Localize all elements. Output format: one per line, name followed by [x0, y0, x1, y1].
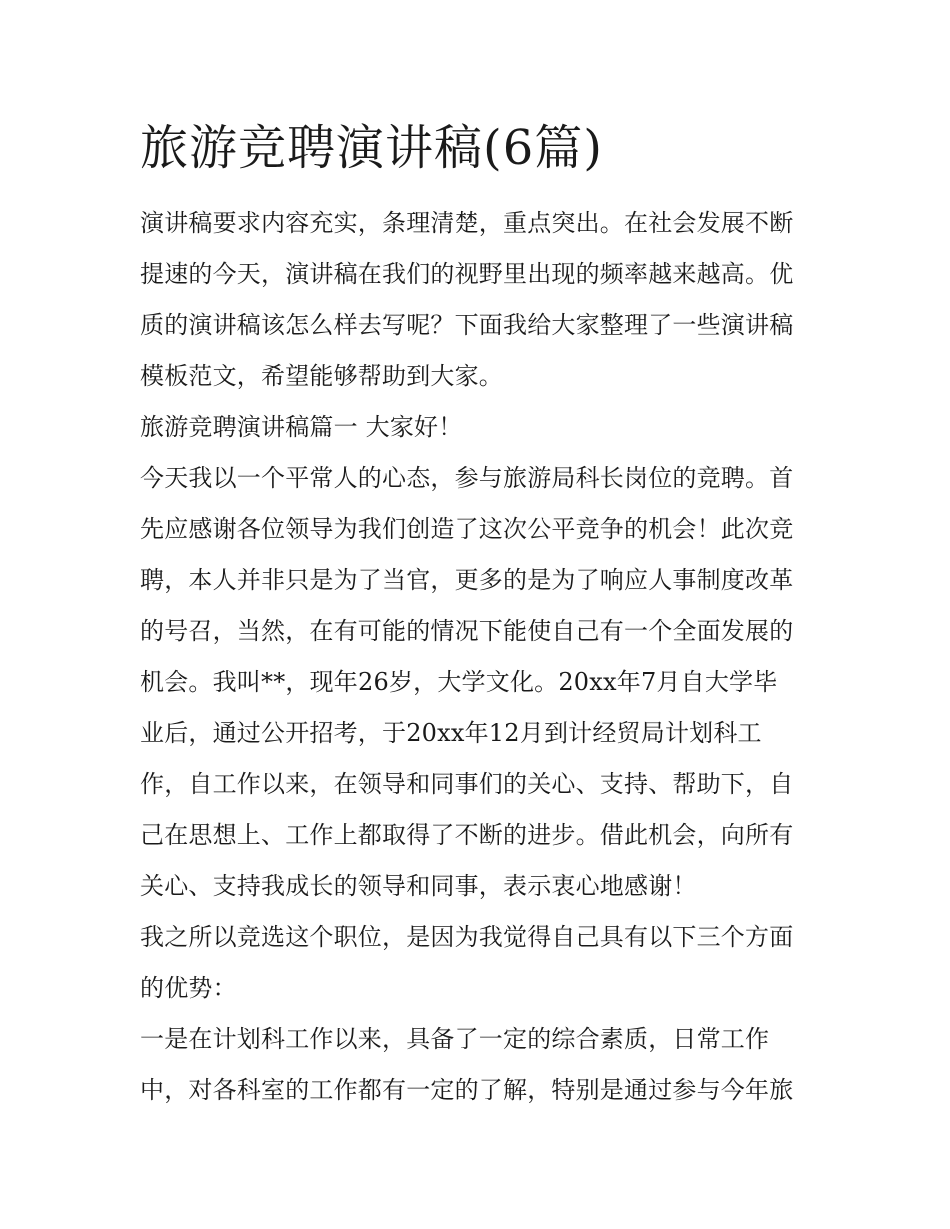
paragraph-line: 模板范文，希望能够帮助到大家。: [140, 362, 503, 390]
paragraph-line: 业后，通过公开招考，于20xx年12月到计经贸局计划科工: [140, 719, 762, 747]
paragraph-line: 的号召，当然，在有可能的情况下能使自己有一个全面发展的: [140, 617, 794, 645]
paragraph-line: 作，自工作以来，在领导和同事们的关心、支持、帮助下，自: [140, 770, 794, 798]
section-heading-line: 旅游竞聘演讲稿篇一 大家好！: [140, 413, 463, 441]
paragraph-line: 先应感谢各位领导为我们创造了这次公平竞争的机会！此次竞: [140, 515, 794, 543]
page-title: 旅游竞聘演讲稿(6篇): [140, 120, 603, 176]
paragraph-line: 己在思想上、工作上都取得了不断的进步。借此机会，向所有: [140, 821, 794, 849]
paragraph-line: 一是在计划科工作以来，具备了一定的综合素质，日常工作: [140, 1025, 770, 1053]
paragraph-line: 聘，本人并非只是为了当官，更多的是为了响应人事制度改革: [140, 566, 794, 594]
paragraph-line: 机会。我叫**，现年26岁，大学文化。20xx年7月自大学毕: [140, 668, 778, 696]
document-body: [140, 198, 820, 1116]
paragraph-line: 关心、支持我成长的领导和同事，表示衷心地感谢！: [140, 872, 697, 900]
paragraph-line: 中，对各科室的工作都有一定的了解，特别是通过参与今年旅: [140, 1076, 794, 1104]
paragraph-line: 演讲稿要求内容充实，条理清楚，重点突出。在社会发展不断: [140, 209, 794, 237]
paragraph-line: 的优势：: [140, 974, 237, 1002]
paragraph-line: 今天我以一个平常人的心态，参与旅游局科长岗位的竞聘。首: [140, 464, 794, 492]
paragraph-line: 质的演讲稿该怎么样去写呢？下面我给大家整理了一些演讲稿: [140, 311, 794, 339]
paragraph-line: 提速的今天，演讲稿在我们的视野里出现的频率越来越高。优: [140, 260, 794, 288]
paragraph-line: 我之所以竞选这个职位，是因为我觉得自己具有以下三个方面: [140, 923, 794, 951]
